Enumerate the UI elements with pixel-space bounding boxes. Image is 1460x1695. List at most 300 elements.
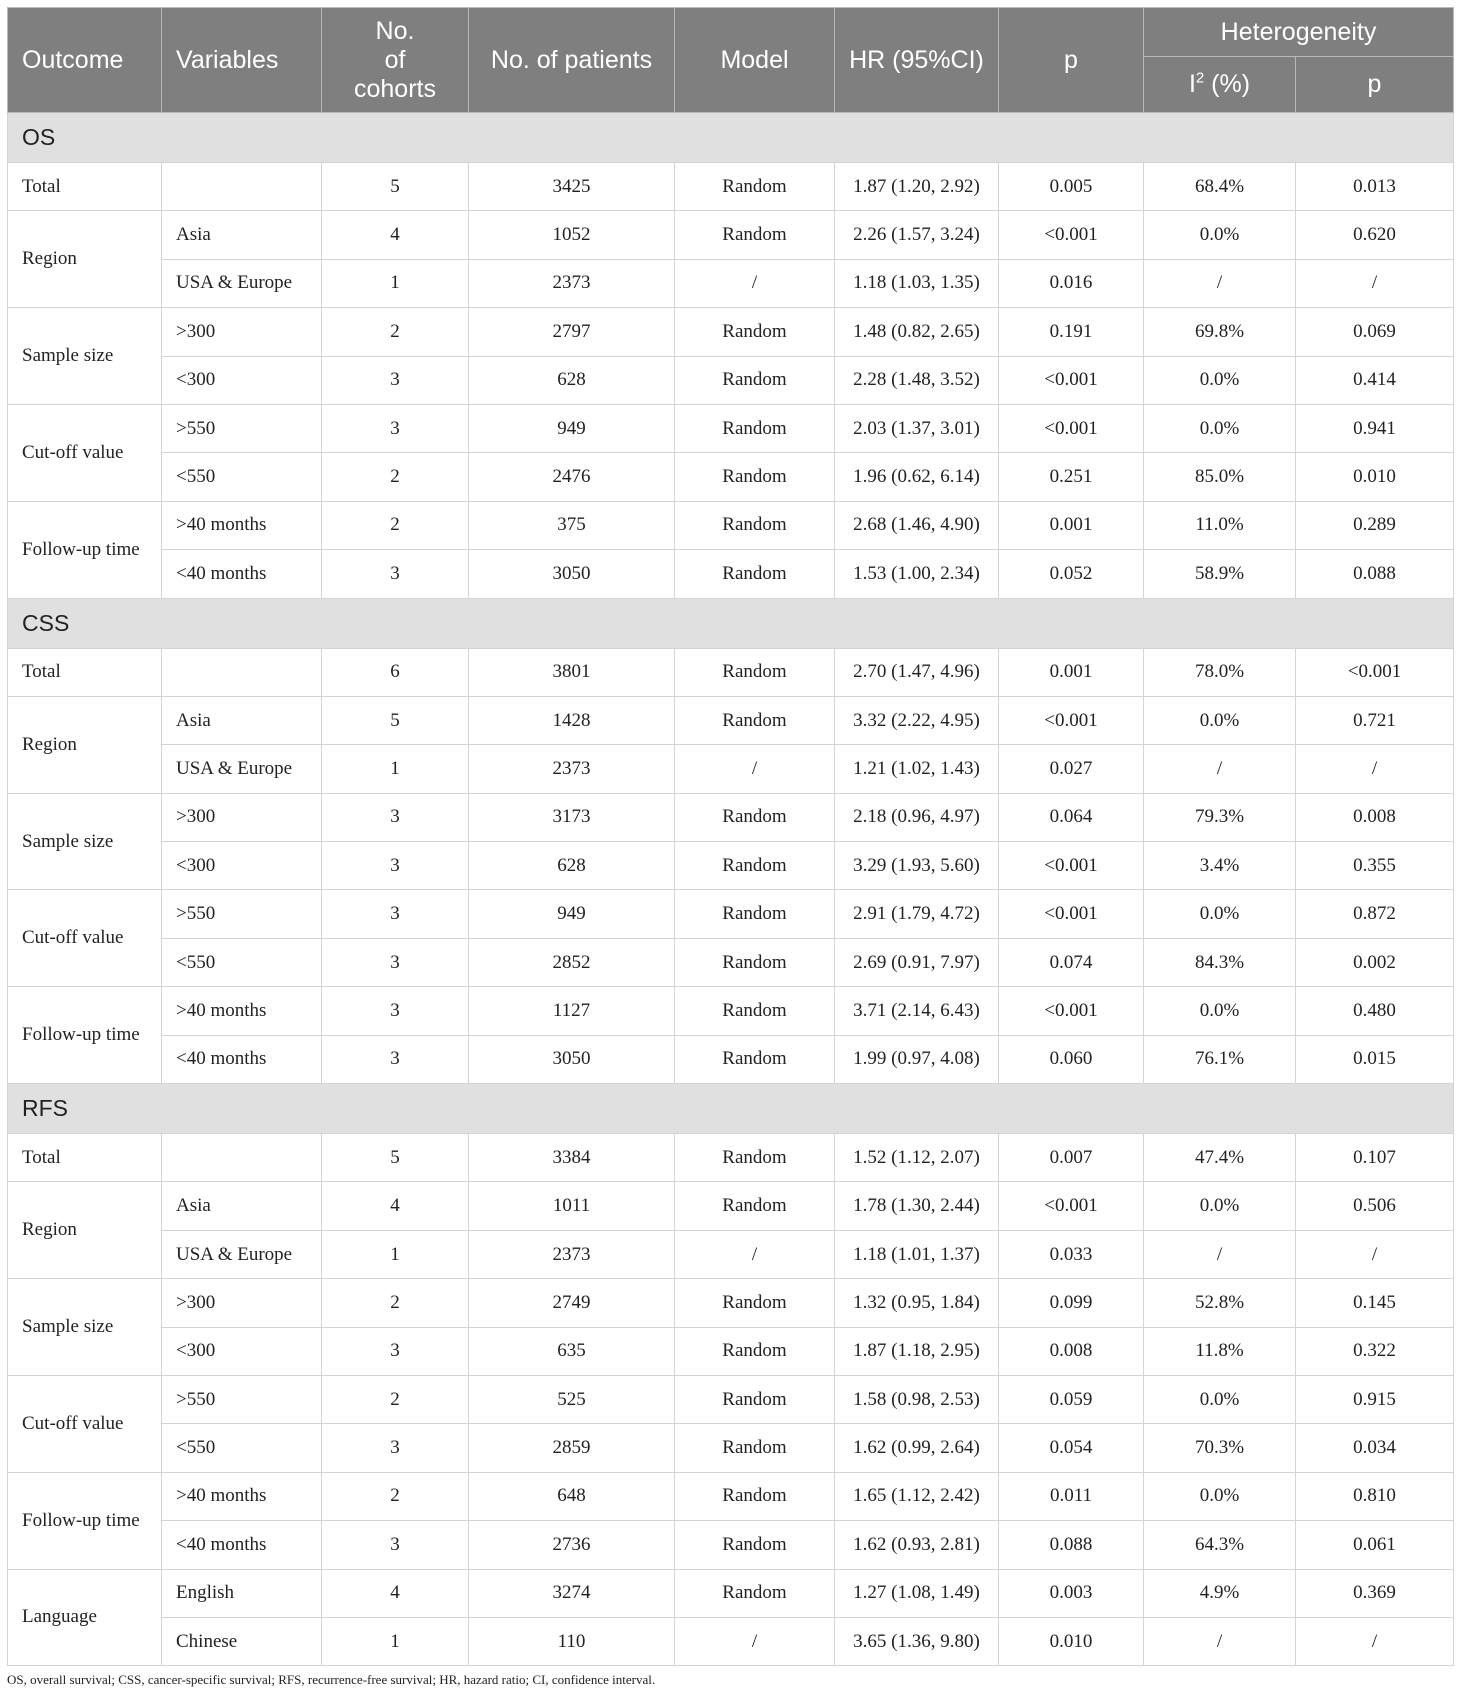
variable-cell <box>162 163 322 211</box>
cohorts-cell: 5 <box>322 163 469 211</box>
p-value-cell: 0.088 <box>999 1521 1144 1569</box>
i2-cell: 58.9% <box>1144 550 1296 598</box>
p-value-cell: 0.059 <box>999 1375 1144 1423</box>
table-row <box>8 793 1454 841</box>
model-cell: Random <box>675 842 835 890</box>
model-cell: / <box>675 259 835 307</box>
model-cell: Random <box>675 1035 835 1083</box>
heterogeneity-p-cell: 0.013 <box>1296 163 1454 211</box>
hr-cell: 1.48 (0.82, 2.65) <box>835 308 999 356</box>
model-cell: Random <box>675 308 835 356</box>
results-table-container <box>7 7 1453 1666</box>
header-cohorts-line2: of <box>384 45 406 74</box>
heterogeneity-p-cell: / <box>1296 259 1454 307</box>
patients-cell: 2749 <box>469 1279 675 1327</box>
heterogeneity-p-cell: 0.355 <box>1296 842 1454 890</box>
hr-cell: 2.26 (1.57, 3.24) <box>835 211 999 259</box>
model-cell: Random <box>675 211 835 259</box>
section-header-row <box>8 113 1454 163</box>
p-value-cell: 0.003 <box>999 1569 1144 1617</box>
p-value-cell: 0.052 <box>999 550 1144 598</box>
patients-cell: 2373 <box>469 259 675 307</box>
model-cell: Random <box>675 1569 835 1617</box>
patients-cell: 3425 <box>469 163 675 211</box>
variable-cell: <550 <box>162 938 322 986</box>
model-cell: Random <box>675 890 835 938</box>
i2-cell: 84.3% <box>1144 938 1296 986</box>
heterogeneity-p-cell: 0.480 <box>1296 987 1454 1035</box>
header-cohorts <box>322 8 469 113</box>
variable-cell: <40 months <box>162 1035 322 1083</box>
heterogeneity-p-cell: 0.506 <box>1296 1182 1454 1230</box>
header-model: Model <box>675 8 835 113</box>
variable-cell: Asia <box>162 1182 322 1230</box>
table-row <box>8 1327 1454 1375</box>
table-row <box>8 1279 1454 1327</box>
heterogeneity-p-cell: / <box>1296 1617 1454 1665</box>
model-cell: Random <box>675 1472 835 1520</box>
variable-cell: >550 <box>162 1375 322 1423</box>
p-value-cell: 0.251 <box>999 453 1144 501</box>
variable-cell: <300 <box>162 356 322 404</box>
i2-cell: 0.0% <box>1144 211 1296 259</box>
variable-cell: Chinese <box>162 1617 322 1665</box>
table-row <box>8 1472 1454 1520</box>
table-row <box>8 745 1454 793</box>
table-row <box>8 1521 1454 1569</box>
heterogeneity-p-cell: 0.620 <box>1296 211 1454 259</box>
header-i2-superscript: 2 <box>1195 69 1205 87</box>
hr-cell: 1.52 (1.12, 2.07) <box>835 1134 999 1182</box>
i2-cell: 47.4% <box>1144 1134 1296 1182</box>
model-cell: / <box>675 1230 835 1278</box>
model-cell: Random <box>675 1521 835 1569</box>
i2-cell: 11.8% <box>1144 1327 1296 1375</box>
heterogeneity-p-cell: / <box>1296 745 1454 793</box>
i2-cell: 78.0% <box>1144 648 1296 696</box>
p-value-cell: 0.033 <box>999 1230 1144 1278</box>
cohorts-cell: 2 <box>322 1472 469 1520</box>
hr-cell: 1.58 (0.98, 2.53) <box>835 1375 999 1423</box>
i2-cell: 69.8% <box>1144 308 1296 356</box>
patients-cell: 2476 <box>469 453 675 501</box>
header-hr: HR (95%CI) <box>835 8 999 113</box>
variable-cell: Asia <box>162 211 322 259</box>
cohorts-cell: 3 <box>322 890 469 938</box>
p-value-cell: 0.001 <box>999 501 1144 549</box>
hr-cell: 1.65 (1.12, 2.42) <box>835 1472 999 1520</box>
table-row <box>8 163 1454 211</box>
patients-cell: 1052 <box>469 211 675 259</box>
header-cohorts-line3: cohorts <box>354 74 436 103</box>
p-value-cell: 0.027 <box>999 745 1144 793</box>
table-row <box>8 501 1454 549</box>
heterogeneity-p-cell: 0.289 <box>1296 501 1454 549</box>
p-value-cell: <0.001 <box>999 404 1144 452</box>
variable-cell: >300 <box>162 1279 322 1327</box>
variable-cell: <40 months <box>162 1521 322 1569</box>
p-value-cell: 0.001 <box>999 648 1144 696</box>
hr-cell: 3.32 (2.22, 4.95) <box>835 696 999 744</box>
i2-cell: 0.0% <box>1144 696 1296 744</box>
group-label-cell: Total <box>8 163 162 211</box>
i2-cell: 4.9% <box>1144 1569 1296 1617</box>
group-label-cell: Region <box>8 211 162 308</box>
cohorts-cell: 3 <box>322 1327 469 1375</box>
cohorts-cell: 3 <box>322 404 469 452</box>
hr-cell: 2.70 (1.47, 4.96) <box>835 648 999 696</box>
cohorts-cell: 6 <box>322 648 469 696</box>
table-row <box>8 404 1454 452</box>
table-row <box>8 1569 1454 1617</box>
cohorts-cell: 3 <box>322 793 469 841</box>
heterogeneity-p-cell: 0.008 <box>1296 793 1454 841</box>
table-row <box>8 842 1454 890</box>
patients-cell: 2852 <box>469 938 675 986</box>
i2-cell: 11.0% <box>1144 501 1296 549</box>
heterogeneity-p-cell: 0.145 <box>1296 1279 1454 1327</box>
table-row <box>8 1375 1454 1423</box>
patients-cell: 628 <box>469 356 675 404</box>
i2-cell: 0.0% <box>1144 1472 1296 1520</box>
cohorts-cell: 5 <box>322 696 469 744</box>
hr-cell: 2.18 (0.96, 4.97) <box>835 793 999 841</box>
hr-cell: 1.78 (1.30, 2.44) <box>835 1182 999 1230</box>
p-value-cell: <0.001 <box>999 987 1144 1035</box>
table-row <box>8 308 1454 356</box>
cohorts-cell: 2 <box>322 1279 469 1327</box>
patients-cell: 1428 <box>469 696 675 744</box>
patients-cell: 635 <box>469 1327 675 1375</box>
variable-cell: Asia <box>162 696 322 744</box>
cohorts-cell: 3 <box>322 550 469 598</box>
group-label-cell: Cut-off value <box>8 890 162 987</box>
heterogeneity-p-cell: 0.069 <box>1296 308 1454 356</box>
model-cell: Random <box>675 404 835 452</box>
cohorts-cell: 4 <box>322 211 469 259</box>
heterogeneity-p-cell: 0.107 <box>1296 1134 1454 1182</box>
variable-cell: >300 <box>162 308 322 356</box>
hr-cell: 1.62 (0.99, 2.64) <box>835 1424 999 1472</box>
model-cell: Random <box>675 1424 835 1472</box>
patients-cell: 3384 <box>469 1134 675 1182</box>
table-row <box>8 890 1454 938</box>
i2-cell: 0.0% <box>1144 356 1296 404</box>
group-label-cell: Total <box>8 1134 162 1182</box>
i2-cell: 85.0% <box>1144 453 1296 501</box>
variable-cell: <40 months <box>162 550 322 598</box>
variable-cell: >300 <box>162 793 322 841</box>
p-value-cell: <0.001 <box>999 356 1144 404</box>
patients-cell: 2797 <box>469 308 675 356</box>
table-row <box>8 696 1454 744</box>
i2-cell: 76.1% <box>1144 1035 1296 1083</box>
table-row <box>8 1134 1454 1182</box>
heterogeneity-p-cell: 0.322 <box>1296 1327 1454 1375</box>
cohorts-cell: 4 <box>322 1569 469 1617</box>
cohorts-cell: 3 <box>322 842 469 890</box>
table-row <box>8 938 1454 986</box>
patients-cell: 525 <box>469 1375 675 1423</box>
cohorts-cell: 1 <box>322 745 469 793</box>
heterogeneity-p-cell: 0.721 <box>1296 696 1454 744</box>
p-value-cell: <0.001 <box>999 1182 1144 1230</box>
section-header-row <box>8 598 1454 648</box>
cohorts-cell: 2 <box>322 453 469 501</box>
variable-cell <box>162 1134 322 1182</box>
p-value-cell: <0.001 <box>999 890 1144 938</box>
group-label-cell: Region <box>8 1182 162 1279</box>
variable-cell: >40 months <box>162 1472 322 1520</box>
model-cell: Random <box>675 648 835 696</box>
model-cell: Random <box>675 1375 835 1423</box>
p-value-cell: 0.007 <box>999 1134 1144 1182</box>
heterogeneity-p-cell: 0.369 <box>1296 1569 1454 1617</box>
model-cell: Random <box>675 501 835 549</box>
group-label-cell: Total <box>8 648 162 696</box>
heterogeneity-p-cell: 0.872 <box>1296 890 1454 938</box>
heterogeneity-p-cell: 0.002 <box>1296 938 1454 986</box>
model-cell: Random <box>675 1279 835 1327</box>
patients-cell: 1127 <box>469 987 675 1035</box>
hr-cell: 1.21 (1.02, 1.43) <box>835 745 999 793</box>
variable-cell: <550 <box>162 1424 322 1472</box>
model-cell: Random <box>675 453 835 501</box>
table-row <box>8 648 1454 696</box>
patients-cell: 3050 <box>469 550 675 598</box>
hr-cell: 1.18 (1.03, 1.35) <box>835 259 999 307</box>
patients-cell: 3274 <box>469 1569 675 1617</box>
heterogeneity-p-cell: 0.010 <box>1296 453 1454 501</box>
i2-cell: / <box>1144 745 1296 793</box>
group-label-cell: Region <box>8 696 162 793</box>
header-p: p <box>999 8 1144 113</box>
variable-cell: <300 <box>162 1327 322 1375</box>
cohorts-cell: 3 <box>322 987 469 1035</box>
variable-cell: <300 <box>162 842 322 890</box>
table-row <box>8 1617 1454 1665</box>
cohorts-cell: 5 <box>322 1134 469 1182</box>
model-cell: Random <box>675 356 835 404</box>
cohorts-cell: 2 <box>322 1375 469 1423</box>
section-title: CSS <box>8 598 1454 648</box>
heterogeneity-p-cell: 0.915 <box>1296 1375 1454 1423</box>
patients-cell: 2373 <box>469 745 675 793</box>
patients-cell: 110 <box>469 1617 675 1665</box>
header-cohorts-line1: No. <box>375 16 415 45</box>
p-value-cell: 0.074 <box>999 938 1144 986</box>
i2-cell: 68.4% <box>1144 163 1296 211</box>
heterogeneity-p-cell: <0.001 <box>1296 648 1454 696</box>
heterogeneity-p-cell: 0.941 <box>1296 404 1454 452</box>
header-i2-suffix: (%) <box>1204 70 1251 98</box>
model-cell: / <box>675 1617 835 1665</box>
table-row <box>8 211 1454 259</box>
table-row <box>8 1035 1454 1083</box>
section-title: OS <box>8 113 1454 163</box>
header-i2 <box>1144 57 1296 113</box>
model-cell: Random <box>675 696 835 744</box>
patients-cell: 3801 <box>469 648 675 696</box>
cohorts-cell: 3 <box>322 1521 469 1569</box>
header-i2-letter: I <box>1188 70 1196 98</box>
cohorts-cell: 4 <box>322 1182 469 1230</box>
cohorts-cell: 2 <box>322 308 469 356</box>
p-value-cell: <0.001 <box>999 842 1144 890</box>
patients-cell: 3173 <box>469 793 675 841</box>
hr-cell: 1.18 (1.01, 1.37) <box>835 1230 999 1278</box>
hr-cell: 2.03 (1.37, 3.01) <box>835 404 999 452</box>
i2-cell: 70.3% <box>1144 1424 1296 1472</box>
cohorts-cell: 1 <box>322 1617 469 1665</box>
model-cell: Random <box>675 1327 835 1375</box>
p-value-cell: 0.011 <box>999 1472 1144 1520</box>
patients-cell: 2736 <box>469 1521 675 1569</box>
table-row <box>8 356 1454 404</box>
cohorts-cell: 1 <box>322 259 469 307</box>
cohorts-cell: 2 <box>322 501 469 549</box>
patients-cell: 949 <box>469 890 675 938</box>
variable-cell: USA & Europe <box>162 1230 322 1278</box>
variable-cell: <550 <box>162 453 322 501</box>
subgroup-analysis-table <box>7 7 1454 1666</box>
hr-cell: 1.53 (1.00, 2.34) <box>835 550 999 598</box>
p-value-cell: 0.054 <box>999 1424 1144 1472</box>
patients-cell: 3050 <box>469 1035 675 1083</box>
p-value-cell: 0.064 <box>999 793 1144 841</box>
header-variables: Variables <box>162 8 322 113</box>
group-label-cell: Follow-up time <box>8 987 162 1084</box>
variable-cell: English <box>162 1569 322 1617</box>
hr-cell: 2.91 (1.79, 4.72) <box>835 890 999 938</box>
variable-cell: USA & Europe <box>162 259 322 307</box>
i2-cell: 0.0% <box>1144 987 1296 1035</box>
cohorts-cell: 3 <box>322 1424 469 1472</box>
p-value-cell: 0.005 <box>999 163 1144 211</box>
model-cell: Random <box>675 938 835 986</box>
p-value-cell: 0.016 <box>999 259 1144 307</box>
variable-cell: >40 months <box>162 501 322 549</box>
patients-cell: 949 <box>469 404 675 452</box>
i2-cell: 52.8% <box>1144 1279 1296 1327</box>
i2-cell: / <box>1144 259 1296 307</box>
table-header <box>8 8 1454 113</box>
hr-cell: 1.96 (0.62, 6.14) <box>835 453 999 501</box>
header-heterogeneity-p: p <box>1296 57 1454 113</box>
heterogeneity-p-cell: 0.034 <box>1296 1424 1454 1472</box>
i2-cell: / <box>1144 1230 1296 1278</box>
heterogeneity-p-cell: 0.810 <box>1296 1472 1454 1520</box>
cohorts-cell: 1 <box>322 1230 469 1278</box>
hr-cell: 3.71 (2.14, 6.43) <box>835 987 999 1035</box>
hr-cell: 2.68 (1.46, 4.90) <box>835 501 999 549</box>
heterogeneity-p-cell: 0.015 <box>1296 1035 1454 1083</box>
hr-cell: 1.32 (0.95, 1.84) <box>835 1279 999 1327</box>
i2-cell: 79.3% <box>1144 793 1296 841</box>
table-row <box>8 987 1454 1035</box>
variable-cell: >550 <box>162 404 322 452</box>
p-value-cell: 0.191 <box>999 308 1144 356</box>
variable-cell: USA & Europe <box>162 745 322 793</box>
heterogeneity-p-cell: 0.061 <box>1296 1521 1454 1569</box>
variable-cell <box>162 648 322 696</box>
hr-cell: 2.69 (0.91, 7.97) <box>835 938 999 986</box>
heterogeneity-p-cell: / <box>1296 1230 1454 1278</box>
model-cell: Random <box>675 793 835 841</box>
p-value-cell: 0.008 <box>999 1327 1144 1375</box>
patients-cell: 648 <box>469 1472 675 1520</box>
heterogeneity-p-cell: 0.414 <box>1296 356 1454 404</box>
p-value-cell: <0.001 <box>999 696 1144 744</box>
table-body <box>8 113 1454 1666</box>
section-title: RFS <box>8 1084 1454 1134</box>
i2-cell: / <box>1144 1617 1296 1665</box>
model-cell: Random <box>675 987 835 1035</box>
i2-cell: 3.4% <box>1144 842 1296 890</box>
table-row <box>8 259 1454 307</box>
group-label-cell: Language <box>8 1569 162 1666</box>
group-label-cell: Sample size <box>8 1279 162 1376</box>
patients-cell: 2373 <box>469 1230 675 1278</box>
patients-cell: 2859 <box>469 1424 675 1472</box>
model-cell: Random <box>675 550 835 598</box>
group-label-cell: Follow-up time <box>8 1472 162 1569</box>
patients-cell: 1011 <box>469 1182 675 1230</box>
hr-cell: 1.99 (0.97, 4.08) <box>835 1035 999 1083</box>
i2-cell: 0.0% <box>1144 890 1296 938</box>
table-row <box>8 1230 1454 1278</box>
cohorts-cell: 3 <box>322 938 469 986</box>
model-cell: Random <box>675 163 835 211</box>
header-patients: No. of patients <box>469 8 675 113</box>
group-label-cell: Sample size <box>8 308 162 405</box>
patients-cell: 375 <box>469 501 675 549</box>
header-outcome: Outcome <box>8 8 162 113</box>
variable-cell: >40 months <box>162 987 322 1035</box>
group-label-cell: Cut-off value <box>8 1375 162 1472</box>
table-row <box>8 550 1454 598</box>
hr-cell: 1.62 (0.93, 2.81) <box>835 1521 999 1569</box>
hr-cell: 2.28 (1.48, 3.52) <box>835 356 999 404</box>
hr-cell: 1.27 (1.08, 1.49) <box>835 1569 999 1617</box>
model-cell: Random <box>675 1182 835 1230</box>
table-row <box>8 1182 1454 1230</box>
group-label-cell: Cut-off value <box>8 404 162 501</box>
p-value-cell: <0.001 <box>999 211 1144 259</box>
heterogeneity-p-cell: 0.088 <box>1296 550 1454 598</box>
p-value-cell: 0.060 <box>999 1035 1144 1083</box>
model-cell: Random <box>675 1134 835 1182</box>
group-label-cell: Follow-up time <box>8 501 162 598</box>
table-row <box>8 1424 1454 1472</box>
hr-cell: 3.29 (1.93, 5.60) <box>835 842 999 890</box>
hr-cell: 3.65 (1.36, 9.80) <box>835 1617 999 1665</box>
table-row <box>8 453 1454 501</box>
i2-cell: 0.0% <box>1144 404 1296 452</box>
cohorts-cell: 3 <box>322 356 469 404</box>
i2-cell: 0.0% <box>1144 1375 1296 1423</box>
group-label-cell: Sample size <box>8 793 162 890</box>
header-heterogeneity: Heterogeneity <box>1144 8 1454 57</box>
patients-cell: 628 <box>469 842 675 890</box>
table-footnote: OS, overall survival; CSS, cancer-specific survival; RFS, recurrence-free survival; HR, hazard ratio; CI, confidence interval. <box>7 1672 656 1687</box>
hr-cell: 1.87 (1.20, 2.92) <box>835 163 999 211</box>
hr-cell: 1.87 (1.18, 2.95) <box>835 1327 999 1375</box>
section-header-row <box>8 1084 1454 1134</box>
p-value-cell: 0.099 <box>999 1279 1144 1327</box>
i2-cell: 64.3% <box>1144 1521 1296 1569</box>
variable-cell: >550 <box>162 890 322 938</box>
